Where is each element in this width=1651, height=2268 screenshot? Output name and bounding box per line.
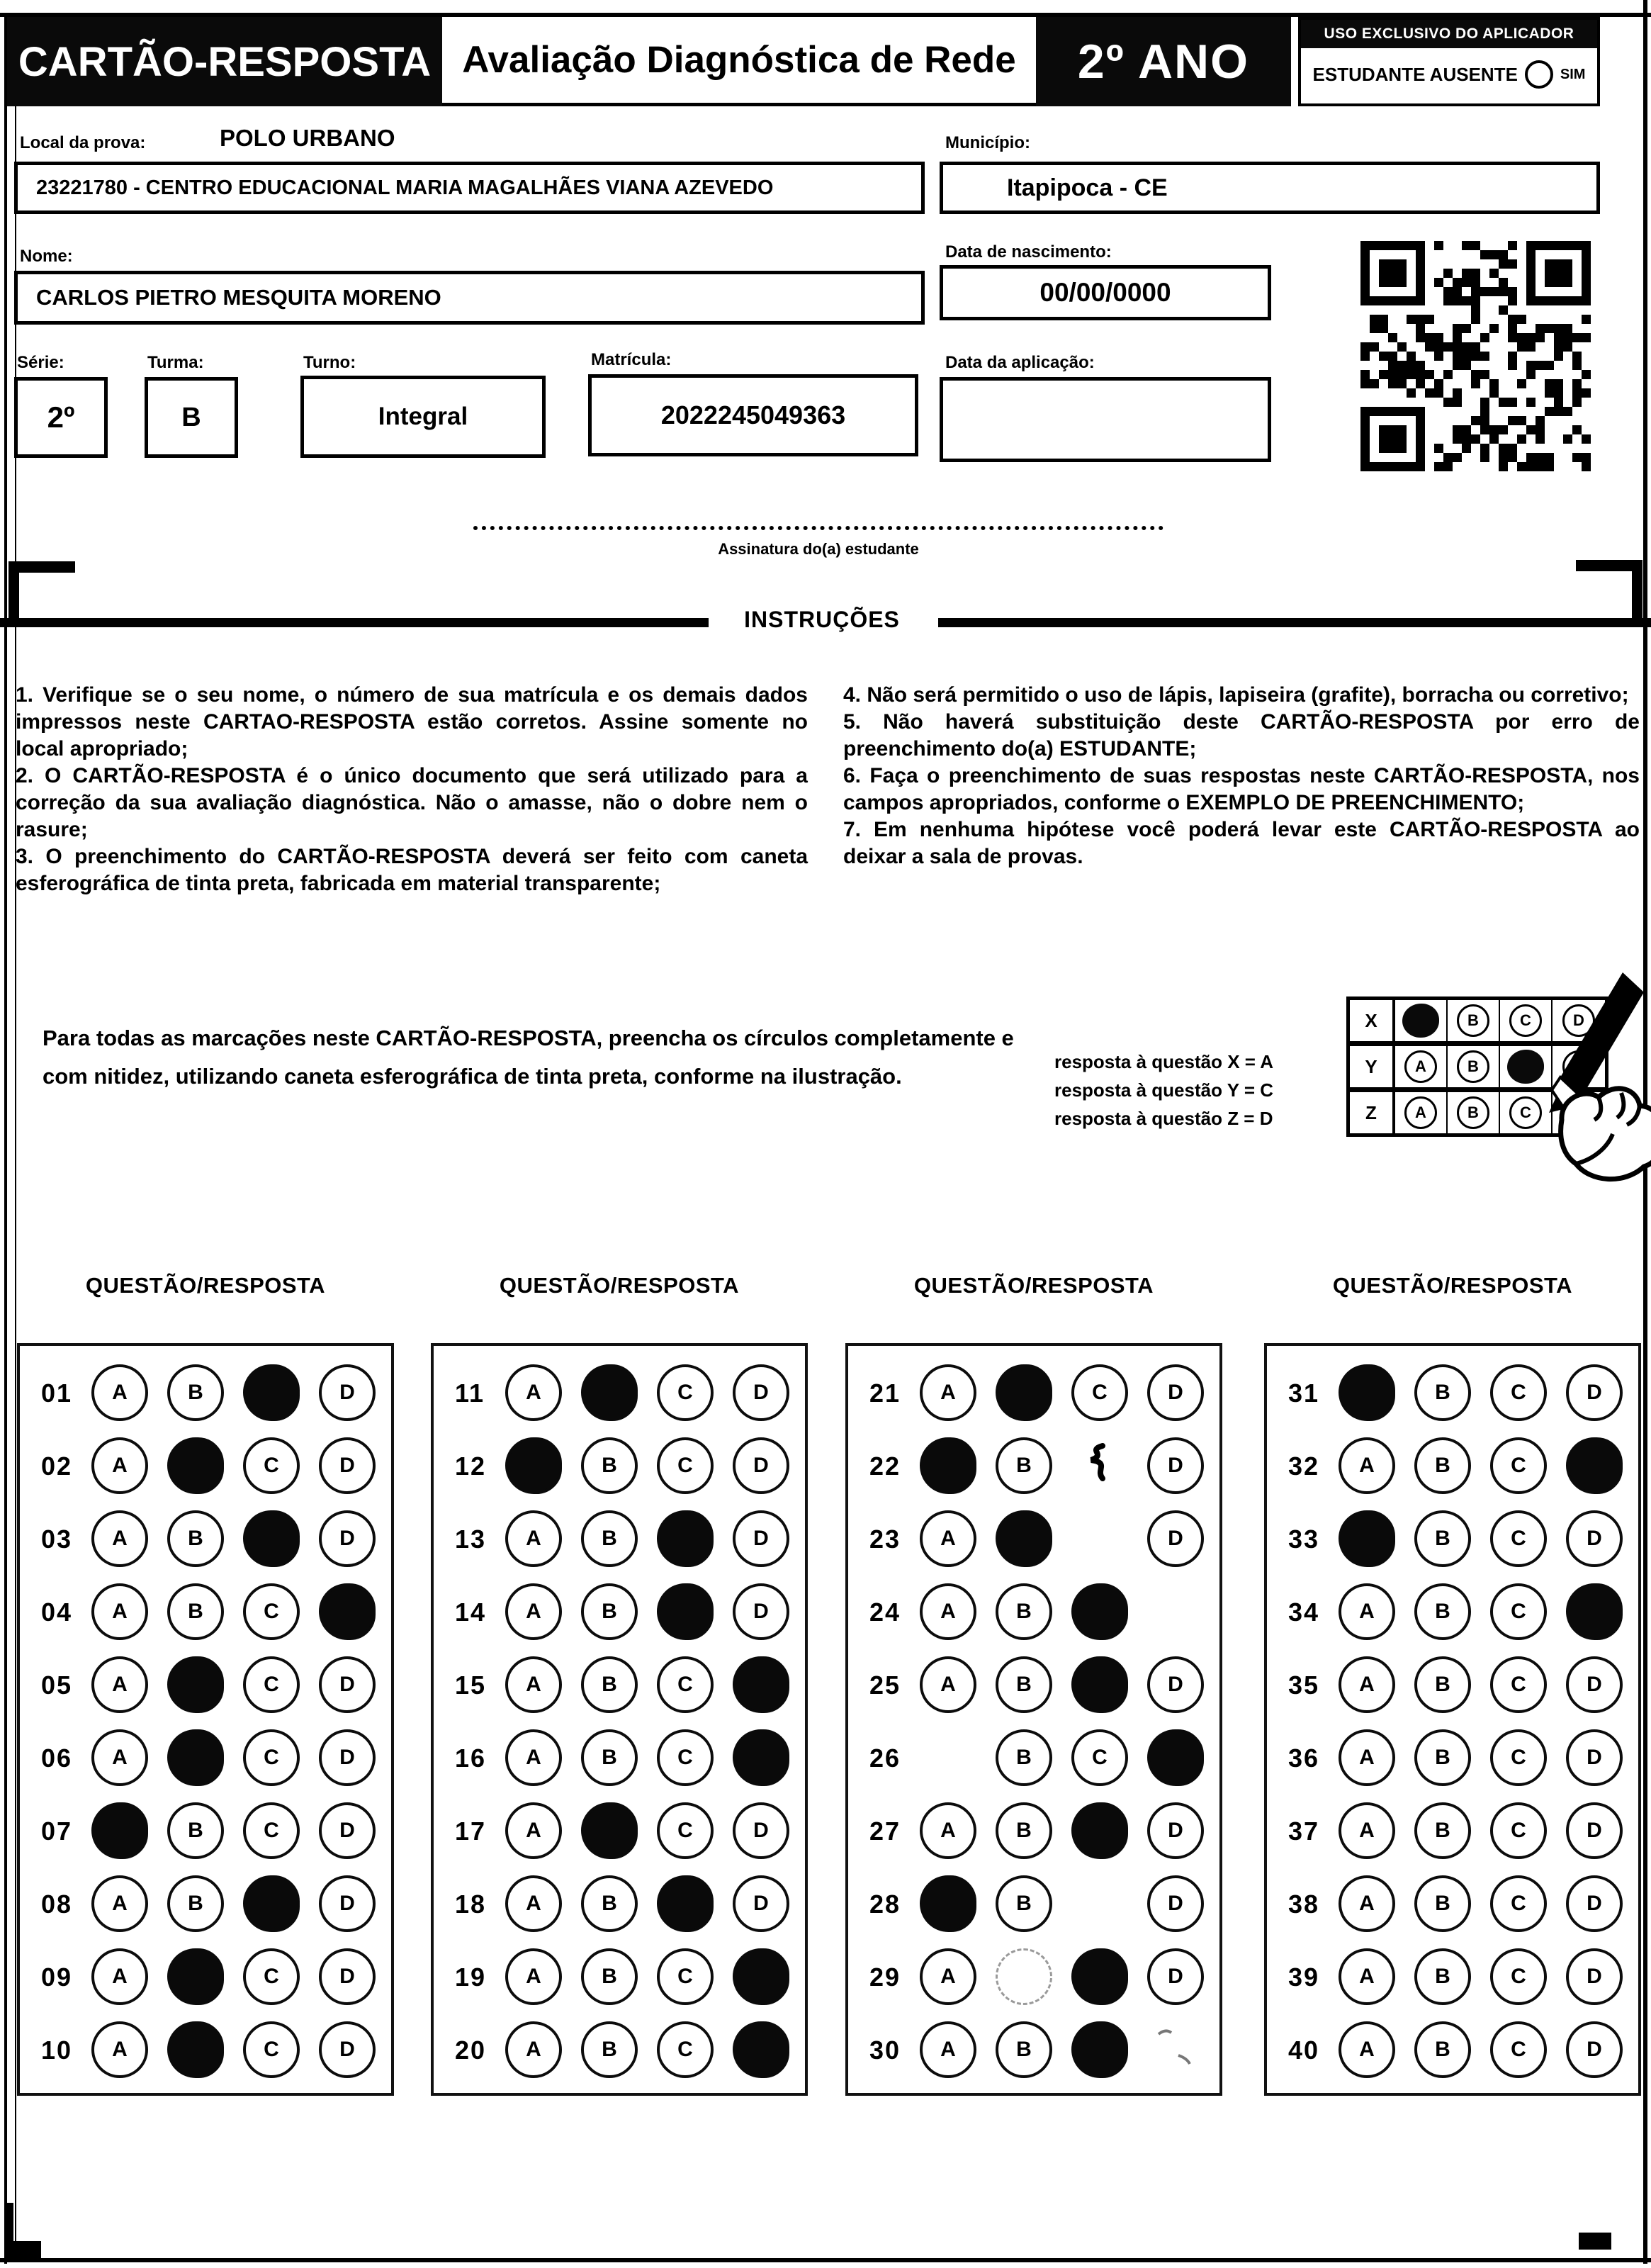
- question-number-15: 15: [455, 1671, 487, 1700]
- instruction-item: 6. Faça o preenchimento de suas respostas neste CARTÃO-RESPOSTA, nos campos apropriados, conforme o EXEMPLO DE PREENCHIMENTO;: [843, 764, 1640, 814]
- answer-bubble-q17-B[interactable]: [581, 1802, 638, 1859]
- answer-bubble-q39-D[interactable]: D: [1566, 1948, 1623, 2005]
- answer-bubble-q40-C[interactable]: C: [1490, 2021, 1547, 2078]
- answer-bubble-q40-B[interactable]: B: [1414, 2021, 1471, 2078]
- answer-bubble-q04-D[interactable]: [319, 1583, 376, 1640]
- answers-column-header: QUESTÃO/RESPOSTA: [85, 1273, 326, 1298]
- example-line: resposta à questão Z = D: [1054, 1108, 1273, 1129]
- answer-bubble-q05-A[interactable]: A: [91, 1656, 148, 1713]
- answer-bubble-q09-D[interactable]: D: [319, 1948, 376, 2005]
- example-bubble-Z-B: B: [1457, 1096, 1489, 1129]
- answer-bubble-q34-D[interactable]: [1566, 1583, 1623, 1640]
- answer-bubble-q14-D[interactable]: D: [733, 1583, 789, 1640]
- answer-bubble-q33-D[interactable]: D: [1566, 1510, 1623, 1567]
- answer-bubble-q34-A[interactable]: A: [1339, 1583, 1395, 1640]
- answer-bubble-q20-C[interactable]: C: [657, 2021, 714, 2078]
- example-bubble-X-D: D: [1562, 1004, 1595, 1037]
- answer-bubble-q23-A[interactable]: A: [920, 1510, 976, 1567]
- answer-bubble-q02-A[interactable]: A: [91, 1437, 148, 1494]
- answer-bubble-q03-C[interactable]: [243, 1510, 300, 1567]
- answer-bubble-q37-D[interactable]: D: [1566, 1802, 1623, 1859]
- question-number-02: 02: [41, 1452, 73, 1481]
- answer-bubble-q17-D[interactable]: D: [733, 1802, 789, 1859]
- question-number-09: 09: [41, 1963, 73, 1992]
- question-number-40: 40: [1288, 2036, 1320, 2065]
- question-number-18: 18: [455, 1890, 487, 1919]
- card-title: CARTÃO-RESPOSTA: [18, 38, 432, 85]
- answer-bubble-q07-C[interactable]: C: [243, 1802, 300, 1859]
- answer-bubble-q17-A[interactable]: A: [505, 1802, 562, 1859]
- answer-bubble-q04-A[interactable]: A: [91, 1583, 148, 1640]
- answer-bubble-q25-A[interactable]: A: [920, 1656, 976, 1713]
- answer-bubble-q31-A[interactable]: [1339, 1364, 1395, 1421]
- answer-bubble-q05-B[interactable]: [167, 1656, 224, 1713]
- turma-value: B: [181, 402, 201, 432]
- nome-label: Nome:: [20, 247, 73, 266]
- answer-bubble-q16-C[interactable]: C: [657, 1729, 714, 1786]
- answer-bubble-q39-B[interactable]: B: [1414, 1948, 1471, 2005]
- question-number-03: 03: [41, 1525, 73, 1554]
- question-number-16: 16: [455, 1744, 487, 1773]
- example-bubble-Z-A: A: [1404, 1096, 1437, 1129]
- answer-bubble-q15-C[interactable]: C: [657, 1656, 714, 1713]
- answers-column-box: [1264, 1343, 1641, 2096]
- answer-bubble-q06-B[interactable]: [167, 1729, 224, 1786]
- question-number-21: 21: [869, 1379, 901, 1408]
- answer-bubble-q15-B[interactable]: B: [581, 1656, 638, 1713]
- student-absent-option: SIM: [1560, 66, 1586, 82]
- answer-bubble-q26-C[interactable]: C: [1071, 1729, 1128, 1786]
- local-da-prova-label: Local da prova:: [20, 133, 146, 152]
- question-number-04: 04: [41, 1598, 73, 1627]
- answer-bubble-q02-D[interactable]: D: [319, 1437, 376, 1494]
- answer-bubble-q09-A[interactable]: A: [91, 1948, 148, 2005]
- answer-bubble-q15-D[interactable]: [733, 1656, 789, 1713]
- answer-bubble-q25-C[interactable]: [1071, 1656, 1128, 1713]
- answer-bubble-q03-A[interactable]: A: [91, 1510, 148, 1567]
- answer-bubble-q08-B[interactable]: B: [167, 1875, 224, 1932]
- answer-bubble-q18-C[interactable]: [657, 1875, 714, 1932]
- faint-marks-q30: [1153, 2024, 1195, 2070]
- local-da-prova-value: POLO URBANO: [220, 125, 395, 151]
- answer-bubble-q36-B[interactable]: B: [1414, 1729, 1471, 1786]
- answer-bubble-q06-D[interactable]: D: [319, 1729, 376, 1786]
- instruction-item: 4. Não será permitido o uso de lápis, lapiseira (grafite), borracha ou corretivo;: [843, 683, 1629, 707]
- grade-label: 2º ANO: [1077, 35, 1250, 89]
- answer-bubble-q13-B[interactable]: B: [581, 1510, 638, 1567]
- answer-bubble-q14-C[interactable]: [657, 1583, 714, 1640]
- stray-mark-q22: [1081, 1443, 1114, 1484]
- answer-bubble-q20-A[interactable]: A: [505, 2021, 562, 2078]
- question-number-19: 19: [455, 1963, 487, 1992]
- answer-bubble-q12-B[interactable]: B: [581, 1437, 638, 1494]
- answer-bubble-q18-B[interactable]: B: [581, 1875, 638, 1932]
- instruction-item: 3. O preenchimento do CARTÃO-RESPOSTA deverá ser feito com caneta esferográfica de tinta preta, fabricada em material transparente;: [16, 845, 808, 895]
- example-row-label: Y: [1350, 1046, 1395, 1087]
- answers-column-box: [845, 1343, 1222, 2096]
- turno-label: Turno:: [303, 353, 356, 372]
- question-number-01: 01: [41, 1379, 73, 1408]
- answer-bubble-q01-D[interactable]: D: [319, 1364, 376, 1421]
- question-number-13: 13: [455, 1525, 487, 1554]
- answer-bubble-q30-A[interactable]: A: [920, 2021, 976, 2078]
- municipio-value: Itapipoca - CE: [1007, 174, 1168, 201]
- answer-bubble-q16-A[interactable]: A: [505, 1729, 562, 1786]
- answer-bubble-q19-C[interactable]: C: [657, 1948, 714, 2005]
- answer-bubble-q14-B[interactable]: B: [581, 1583, 638, 1640]
- matricula-label: Matrícula:: [591, 350, 672, 369]
- answer-bubble-q03-B[interactable]: B: [167, 1510, 224, 1567]
- question-number-14: 14: [455, 1598, 487, 1627]
- answer-bubble-q11-B[interactable]: [581, 1364, 638, 1421]
- turno-value: Integral: [378, 403, 468, 430]
- answer-bubble-q20-B[interactable]: B: [581, 2021, 638, 2078]
- answer-bubble-q23-B[interactable]: [996, 1510, 1052, 1567]
- student-absent-label: ESTUDANTE AUSENTE: [1312, 63, 1518, 85]
- answer-bubble-q12-C[interactable]: C: [657, 1437, 714, 1494]
- answer-bubble-q15-A[interactable]: A: [505, 1656, 562, 1713]
- answers-column-header: QUESTÃO/RESPOSTA: [499, 1273, 740, 1298]
- question-number-27: 27: [869, 1817, 901, 1846]
- answer-bubble-q34-B[interactable]: B: [1414, 1583, 1471, 1640]
- answer-bubble-q27-B[interactable]: B: [996, 1802, 1052, 1859]
- example-bubble-Z-C: C: [1509, 1096, 1542, 1129]
- answer-bubble-q38-A[interactable]: A: [1339, 1875, 1395, 1932]
- question-number-20: 20: [455, 2036, 487, 2065]
- answer-bubble-q24-C[interactable]: [1071, 1583, 1128, 1640]
- answer-bubble-q33-A[interactable]: [1339, 1510, 1395, 1567]
- answer-bubble-q36-C[interactable]: C: [1490, 1729, 1547, 1786]
- answer-bubble-q03-D[interactable]: D: [319, 1510, 376, 1567]
- answer-bubble-q21-C[interactable]: C: [1071, 1364, 1128, 1421]
- answer-bubble-q07-A[interactable]: [91, 1802, 148, 1859]
- answer-bubble-q19-D[interactable]: [733, 1948, 789, 2005]
- answer-bubble-q08-D[interactable]: D: [319, 1875, 376, 1932]
- answer-bubble-q13-C[interactable]: [657, 1510, 714, 1567]
- answer-bubble-q35-D[interactable]: D: [1566, 1656, 1623, 1713]
- answer-bubble-q32-D[interactable]: [1566, 1437, 1623, 1494]
- instruction-item: 7. Em nenhuma hipótese você poderá levar este CARTÃO-RESPOSTA ao deixar a sala de provas.: [843, 818, 1640, 868]
- answer-bubble-q36-D[interactable]: D: [1566, 1729, 1623, 1786]
- aplicador-title: USO EXCLUSIVO DO APLICADOR: [1301, 20, 1597, 48]
- question-number-28: 28: [869, 1890, 901, 1919]
- answer-bubble-q30-B[interactable]: B: [996, 2021, 1052, 2078]
- answer-bubble-q02-C[interactable]: C: [243, 1437, 300, 1494]
- answer-bubble-q12-D[interactable]: D: [733, 1437, 789, 1494]
- answer-bubble-q27-D[interactable]: D: [1147, 1802, 1204, 1859]
- question-number-36: 36: [1288, 1744, 1320, 1773]
- answer-bubble-q16-B[interactable]: B: [581, 1729, 638, 1786]
- answer-bubble-q31-C[interactable]: C: [1490, 1364, 1547, 1421]
- signature-label: Assinatura do(a) estudante: [718, 540, 919, 558]
- answer-bubble-q40-D[interactable]: D: [1566, 2021, 1623, 2078]
- question-number-07: 07: [41, 1817, 73, 1846]
- example-line: resposta à questão X = A: [1054, 1051, 1273, 1072]
- question-number-37: 37: [1288, 1817, 1320, 1846]
- answer-bubble-q26-B[interactable]: B: [996, 1729, 1052, 1786]
- question-number-05: 05: [41, 1671, 73, 1700]
- answer-bubble-q16-D[interactable]: [733, 1729, 789, 1786]
- question-number-26: 26: [869, 1744, 901, 1773]
- answer-bubble-q32-C[interactable]: C: [1490, 1437, 1547, 1494]
- answer-bubble-q10-C[interactable]: C: [243, 2021, 300, 2078]
- answer-bubble-q04-C[interactable]: C: [243, 1583, 300, 1640]
- answer-bubble-q27-C[interactable]: [1071, 1802, 1128, 1859]
- answer-bubble-q21-A[interactable]: A: [920, 1364, 976, 1421]
- question-number-32: 32: [1288, 1452, 1320, 1481]
- turma-label: Turma:: [147, 353, 204, 372]
- answer-bubble-q29-C[interactable]: [1071, 1948, 1128, 2005]
- answer-bubble-q08-A[interactable]: A: [91, 1875, 148, 1932]
- question-number-30: 30: [869, 2036, 901, 2065]
- answer-bubble-q39-C[interactable]: C: [1490, 1948, 1547, 2005]
- question-number-08: 08: [41, 1890, 73, 1919]
- answer-bubble-q09-B[interactable]: [167, 1948, 224, 2005]
- example-bubble-X-B: B: [1457, 1004, 1489, 1037]
- answer-bubble-q13-D[interactable]: D: [733, 1510, 789, 1567]
- example-row-label: Z: [1350, 1092, 1395, 1133]
- answer-bubble-q11-C[interactable]: C: [657, 1364, 714, 1421]
- answer-bubble-q31-D[interactable]: D: [1566, 1364, 1623, 1421]
- question-number-17: 17: [455, 1817, 487, 1846]
- question-number-39: 39: [1288, 1963, 1320, 1992]
- answer-bubble-q31-B[interactable]: B: [1414, 1364, 1471, 1421]
- answer-bubble-q18-D[interactable]: D: [733, 1875, 789, 1932]
- answer-bubble-q24-B[interactable]: B: [996, 1583, 1052, 1640]
- question-number-11: 11: [455, 1379, 485, 1408]
- question-number-25: 25: [869, 1671, 901, 1700]
- answer-bubble-q09-C[interactable]: C: [243, 1948, 300, 2005]
- answers-column-header: QUESTÃO/RESPOSTA: [913, 1273, 1154, 1298]
- question-number-33: 33: [1288, 1525, 1320, 1554]
- answer-bubble-q29-A[interactable]: A: [920, 1948, 976, 2005]
- question-number-22: 22: [869, 1452, 901, 1481]
- answer-bubble-q02-B[interactable]: [167, 1437, 224, 1494]
- answer-bubble-q27-A[interactable]: A: [920, 1802, 976, 1859]
- answer-bubble-q10-B[interactable]: [167, 2021, 224, 2078]
- answer-bubble-q33-B[interactable]: B: [1414, 1510, 1471, 1567]
- answer-bubble-q18-A[interactable]: A: [505, 1875, 562, 1932]
- answer-bubble-q37-C[interactable]: C: [1490, 1802, 1547, 1859]
- answer-bubble-q05-D[interactable]: D: [319, 1656, 376, 1713]
- example-row-label: X: [1350, 1000, 1395, 1041]
- answer-bubble-q25-D[interactable]: D: [1147, 1656, 1204, 1713]
- answer-bubble-q06-C[interactable]: C: [243, 1729, 300, 1786]
- answer-bubble-q05-C[interactable]: C: [243, 1656, 300, 1713]
- answer-bubble-q29-D[interactable]: D: [1147, 1948, 1204, 2005]
- card-subtitle: Avaliação Diagnóstica de Rede: [462, 39, 1016, 81]
- question-number-31: 31: [1288, 1379, 1320, 1408]
- answer-bubble-q07-D[interactable]: D: [319, 1802, 376, 1859]
- answer-bubble-q21-D[interactable]: D: [1147, 1364, 1204, 1421]
- answer-bubble-q23-D[interactable]: D: [1147, 1510, 1204, 1567]
- answer-bubble-q29-B[interactable]: [996, 1948, 1052, 2005]
- question-number-34: 34: [1288, 1598, 1320, 1627]
- answer-bubble-q12-A[interactable]: [505, 1437, 562, 1494]
- answer-bubble-q06-A[interactable]: A: [91, 1729, 148, 1786]
- answer-bubble-q33-C[interactable]: C: [1490, 1510, 1547, 1567]
- answer-bubble-q04-B[interactable]: B: [167, 1583, 224, 1640]
- question-number-12: 12: [455, 1452, 487, 1481]
- instruction-item: 5. Não haverá substituição deste CARTÃO-RESPOSTA por erro de preenchimento do(a) ESTUDANTE;: [843, 710, 1640, 760]
- answer-bubble-q32-A[interactable]: A: [1339, 1437, 1395, 1494]
- answer-bubble-q08-C[interactable]: [243, 1875, 300, 1932]
- answer-bubble-q37-A[interactable]: A: [1339, 1802, 1395, 1859]
- answers-column-box: [17, 1343, 394, 2096]
- question-number-23: 23: [869, 1525, 901, 1554]
- example-bubble-Y-A: A: [1404, 1050, 1437, 1083]
- answer-bubble-q19-A[interactable]: A: [505, 1948, 562, 2005]
- question-number-10: 10: [41, 2036, 73, 2065]
- answer-bubble-q36-A[interactable]: A: [1339, 1729, 1395, 1786]
- answer-bubble-q19-B[interactable]: B: [581, 1948, 638, 2005]
- answer-bubble-q14-A[interactable]: A: [505, 1583, 562, 1640]
- example-bubble-X-C: C: [1509, 1004, 1542, 1037]
- municipio-label: Município:: [945, 133, 1030, 152]
- answer-bubble-q07-B[interactable]: B: [167, 1802, 224, 1859]
- question-number-35: 35: [1288, 1671, 1320, 1700]
- serie-label: Série:: [17, 353, 64, 372]
- instructions-title: INSTRUÇÕES: [744, 607, 900, 632]
- answer-bubble-q35-B[interactable]: B: [1414, 1656, 1471, 1713]
- answer-bubble-q34-C[interactable]: C: [1490, 1583, 1547, 1640]
- nascimento-value: 00/00/0000: [1039, 278, 1171, 307]
- answers-column-box: [431, 1343, 808, 2096]
- answer-bubble-q39-A[interactable]: A: [1339, 1948, 1395, 2005]
- nascimento-label: Data de nascimento:: [945, 242, 1112, 262]
- instruction-item: 1. Verifique se o seu nome, o número de sua matrícula e os demais dados impressos neste CARTAO-RESPOSTA estão corretos. Assine somente no local apropriado;: [16, 683, 808, 760]
- answer-bubble-q30-C[interactable]: [1071, 2021, 1128, 2078]
- answer-bubble-q32-B[interactable]: B: [1414, 1437, 1471, 1494]
- answer-bubble-q24-A[interactable]: A: [920, 1583, 976, 1640]
- matricula-value: 2022245049363: [660, 400, 846, 430]
- answer-bubble-q11-D[interactable]: D: [733, 1364, 789, 1421]
- answer-bubble-q28-D[interactable]: D: [1147, 1875, 1204, 1932]
- answer-bubble-q38-D[interactable]: D: [1566, 1875, 1623, 1932]
- example-bubble-Y-B: B: [1457, 1050, 1489, 1083]
- answer-bubble-q40-A[interactable]: A: [1339, 2021, 1395, 2078]
- answer-bubble-q21-B[interactable]: [996, 1364, 1052, 1421]
- answer-bubble-q11-A[interactable]: A: [505, 1364, 562, 1421]
- answer-bubble-q26-D[interactable]: [1147, 1729, 1204, 1786]
- answer-bubble-q28-A[interactable]: [920, 1875, 976, 1932]
- instruction-item: 2. O CARTÃO-RESPOSTA é o único documento que será utilizado para a correção da sua avaliação diagnóstica. Não o amasse, não o dobre nem o rasure;: [16, 764, 808, 841]
- nome-value: CARLOS PIETRO MESQUITA MORENO: [36, 285, 441, 310]
- answer-bubble-q13-A[interactable]: A: [505, 1510, 562, 1567]
- answer-bubble-q10-A[interactable]: A: [91, 2021, 148, 2078]
- question-number-29: 29: [869, 1963, 901, 1992]
- answer-bubble-q38-C[interactable]: C: [1490, 1875, 1547, 1932]
- answers-column-header: QUESTÃO/RESPOSTA: [1332, 1273, 1573, 1298]
- answer-bubble-q01-B[interactable]: B: [167, 1364, 224, 1421]
- serie-value: 2º: [47, 400, 75, 434]
- answer-bubble-q22-A[interactable]: [920, 1437, 976, 1494]
- answer-bubble-q38-B[interactable]: B: [1414, 1875, 1471, 1932]
- answer-bubble-q35-A[interactable]: A: [1339, 1656, 1395, 1713]
- answer-bubble-q35-C[interactable]: C: [1490, 1656, 1547, 1713]
- question-number-38: 38: [1288, 1890, 1320, 1919]
- answer-bubble-q20-D[interactable]: [733, 2021, 789, 2078]
- answer-bubble-q01-C[interactable]: [243, 1364, 300, 1421]
- fill-note: Para todas as marcações neste CARTÃO-RESPOSTA, preencha os círculos completamente e com nitidez, utilizando caneta esferográfica de tinta preta, conforme na ilustração.: [43, 1026, 1014, 1089]
- question-number-06: 06: [41, 1744, 73, 1773]
- answer-bubble-q10-D[interactable]: D: [319, 2021, 376, 2078]
- answer-bubble-q37-B[interactable]: B: [1414, 1802, 1471, 1859]
- answer-bubble-q22-D[interactable]: D: [1147, 1437, 1204, 1494]
- answer-bubble-q28-B[interactable]: B: [996, 1875, 1052, 1932]
- example-line: resposta à questão Y = C: [1054, 1079, 1274, 1101]
- question-number-24: 24: [869, 1598, 901, 1627]
- answer-bubble-q25-B[interactable]: B: [996, 1656, 1052, 1713]
- answer-bubble-q17-C[interactable]: C: [657, 1802, 714, 1859]
- school-value: 23221780 - CENTRO EDUCACIONAL MARIA MAGALHÃES VIANA AZEVEDO: [36, 176, 774, 199]
- answer-bubble-q22-B[interactable]: B: [996, 1437, 1052, 1494]
- answer-bubble-q01-A[interactable]: A: [91, 1364, 148, 1421]
- aplicacao-label: Data da aplicação:: [945, 353, 1095, 372]
